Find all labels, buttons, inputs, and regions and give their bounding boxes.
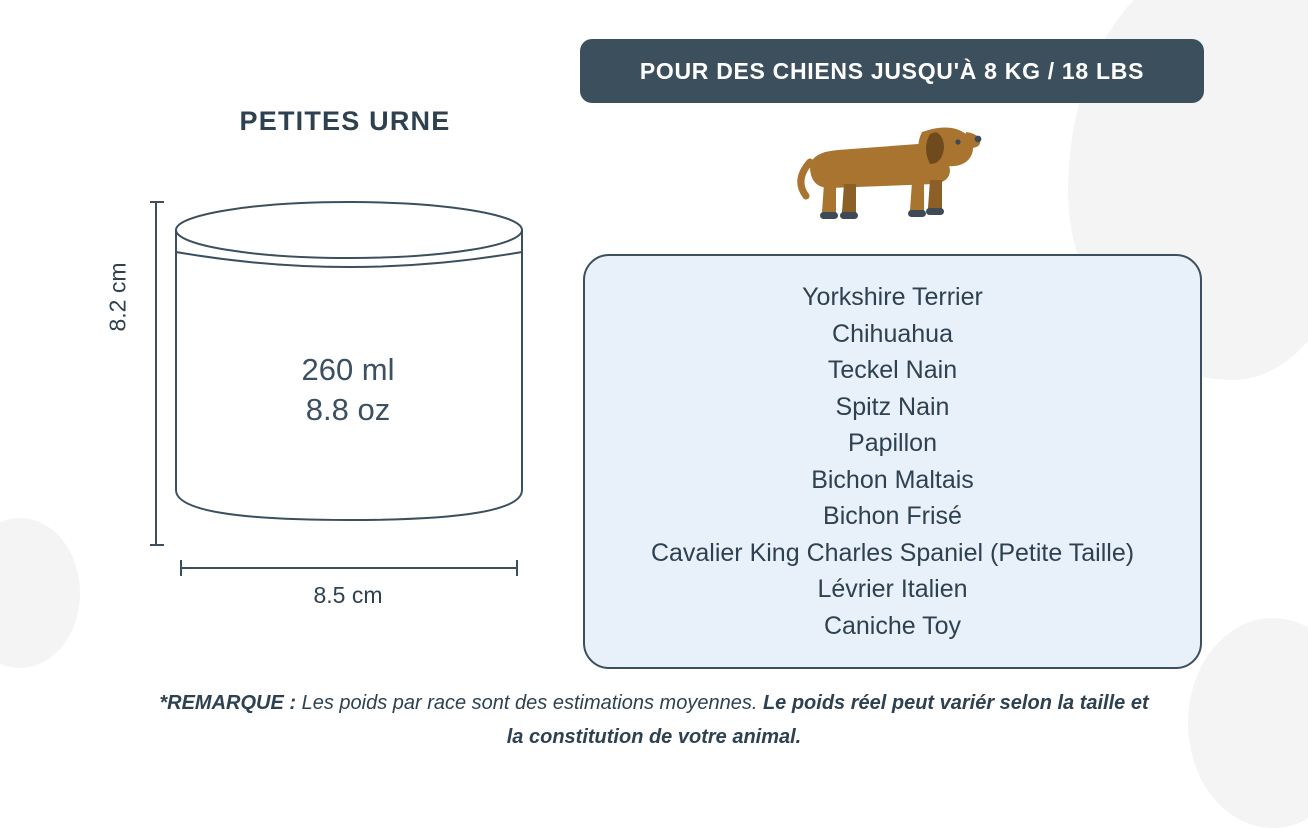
breed-item: Lévrier Italien — [817, 575, 968, 603]
urn-size-title: PETITES URNE — [239, 106, 451, 136]
breed-item: Spitz Nain — [835, 392, 950, 421]
breeds-list-card — [583, 254, 1202, 669]
footnote-prefix: *REMARQUE : — [159, 692, 297, 714]
dachshund-illustration-icon — [790, 118, 990, 228]
footnote-middle: Les poids par race sont des estimations moyennes. — [296, 692, 763, 714]
breed-item: Yorkshire Terrier — [802, 283, 983, 311]
breed-item: Bichon Frisé — [823, 502, 962, 530]
breed-item: Chihuahua — [832, 319, 953, 348]
urn-volume-ml: 260 ml — [301, 352, 395, 387]
urn-width-label: 8.5 cm — [313, 582, 383, 608]
weight-banner-label: POUR DES CHIENS JUSQU'À 8 KG / 18 LBS — [639, 57, 1145, 84]
breed-item: Teckel Nain — [827, 356, 958, 384]
footnote-suffix: Le poids réel peut variér selon la taille et la constitution de votre animal. — [506, 692, 1149, 748]
urn-volume-oz: 8.8 oz — [305, 391, 391, 427]
weight-banner — [580, 39, 1204, 103]
breed-item: Papillon — [848, 429, 937, 457]
breed-item: Cavalier King Charles Spaniel (Petite Taille) — [650, 538, 1135, 567]
urn-volume — [178, 350, 518, 429]
urn-height-label: 8.2 cm — [104, 262, 131, 332]
height-dimension-line — [150, 202, 164, 545]
breed-item: Caniche Toy — [823, 611, 962, 640]
footnote — [154, 686, 1154, 754]
width-dimension-line — [181, 560, 517, 576]
breed-item: Bichon Maltais — [811, 465, 974, 494]
